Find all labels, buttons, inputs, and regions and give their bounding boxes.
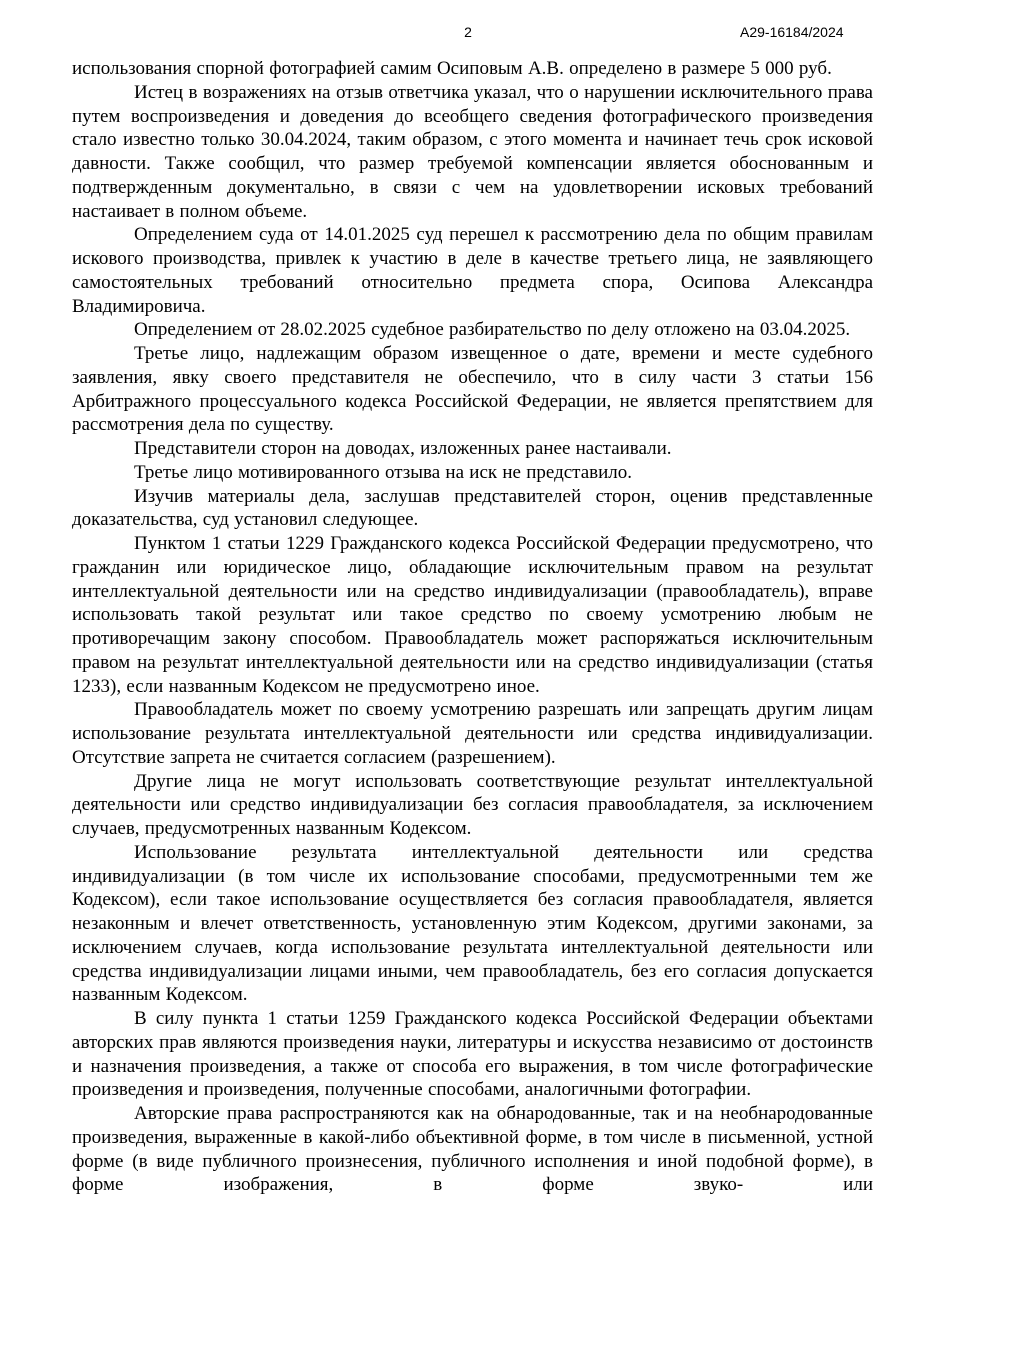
paragraph-3: Определением суда от 14.01.2025 суд перешел к рассмотрению дела по общим правилам искового производства, привлек к участию в деле в качестве третьего лица, не заявляющего самостоятельных требований относительно предмета спора, Осипова Александра Владимировича. [72,224,873,317]
paragraph-4: Определением от 28.02.2025 судебное разбирательство по делу отложено на 03.04.2025. [134,319,851,341]
paragraph-11: Другие лица не могут использовать соответствующие результат интеллектуальной деятельности или средство индивидуализации без согласия правообладателя, за исключением случаев, предусмотренных названным Кодексом. [72,770,873,839]
case-number: А29-16184/2024 [740,24,844,40]
paragraph-2: Истец в возражениях на отзыв ответчика указал, что о нарушении исключительного права путем воспроизведения и доведения до всеобщего сведения фотографического произведения стало известно только 30.04.2024, таким образом, с этого момента и начинает течь срок исковой давности. Также сообщил, что размер требуемой компенсации является обоснованным и подтвержденным документально, в связи с чем на удовлетворении исковых требований настаивает в полном объеме. [72,81,873,222]
paragraph-14: Авторские права распространяются как на обнародованные, так и на необнародованные произведения, выраженные в какой-либо объективной форме, в том числе в письменной, устной форме (в виде публичного произнесения, публичного исполнения и иной подобной форме), в форме изображения, в форме звуко- или [72,1103,873,1196]
paragraph-8: Изучив материалы дела, заслушав представителей сторон, оценив представленные доказательства, суд установил следующее. [72,485,873,531]
paragraph-13: В силу пункта 1 статьи 1259 Гражданского кодекса Российской Федерации объектами авторских прав являются произведения науки, литературы и искусства независимо от достоинств и назначения произведения, а также от способа его выражения, в том числе фотографические произведения и произведения, полученные способами, аналогичными фотографии. [72,1008,873,1101]
paragraph-6: Представители сторон на доводах, изложенных ранее настаивали. [134,438,672,459]
paragraph-12: Использование результата интеллектуальной деятельности или средства индивидуализации (в том числе их использование способами, предусмотренными тем же Кодексом), если такое использование осуществляется без согласия правообладателя, является незаконным и влечет ответственность, установленную этим Кодексом, другими законами, за исключением случаев, когда использование результата интеллектуальной деятельности или средства индивидуализации лицами иными, чем правообладатель, без его согласия допускается названным Кодексом. [72,841,873,1006]
paragraph-10: Правообладатель может по своему усмотрению разрешать или запрещать другим лицам использование результата интеллектуальной деятельности или средства индивидуализации. Отсутствие запрета не считается согласием (разрешением). [72,699,873,768]
paragraph-5: Третье лицо, надлежащим образом извещенное о дате, времени и месте судебного заявления, явку своего представителя не обеспечило, что в силу части 3 статьи 156 Арбитражного процессуального кодекса Российской Федерации, не является препятствием для рассмотрения дела по существу. [72,343,873,436]
paragraph-1: использования спорной фотографией самим Осиповым А.В. определено в размере 5 000 руб. [72,58,832,79]
page-number: 2 [464,24,472,40]
paragraph-7: Третье лицо мотивированного отзыва на иск не представило. [134,461,633,483]
paragraph-9: Пунктом 1 статьи 1229 Гражданского кодекса Российской Федерации предусмотрено, что гражданин или юридическое лицо, обладающие исключительным правом на результат интеллектуальной деятельности или на средство индивидуализации (правообладатель), вправе использовать такой результат или такое средство по своему усмотрению любым не противоречащим закону способом. Правообладатель может распоряжаться исключительным правом на результат интеллектуальной деятельности или на средство индивидуализации (статья 1233), если названным Кодексом не предусмотрено иное. [72,533,873,697]
document-body [72,57,873,1197]
page-header [0,24,1015,44]
